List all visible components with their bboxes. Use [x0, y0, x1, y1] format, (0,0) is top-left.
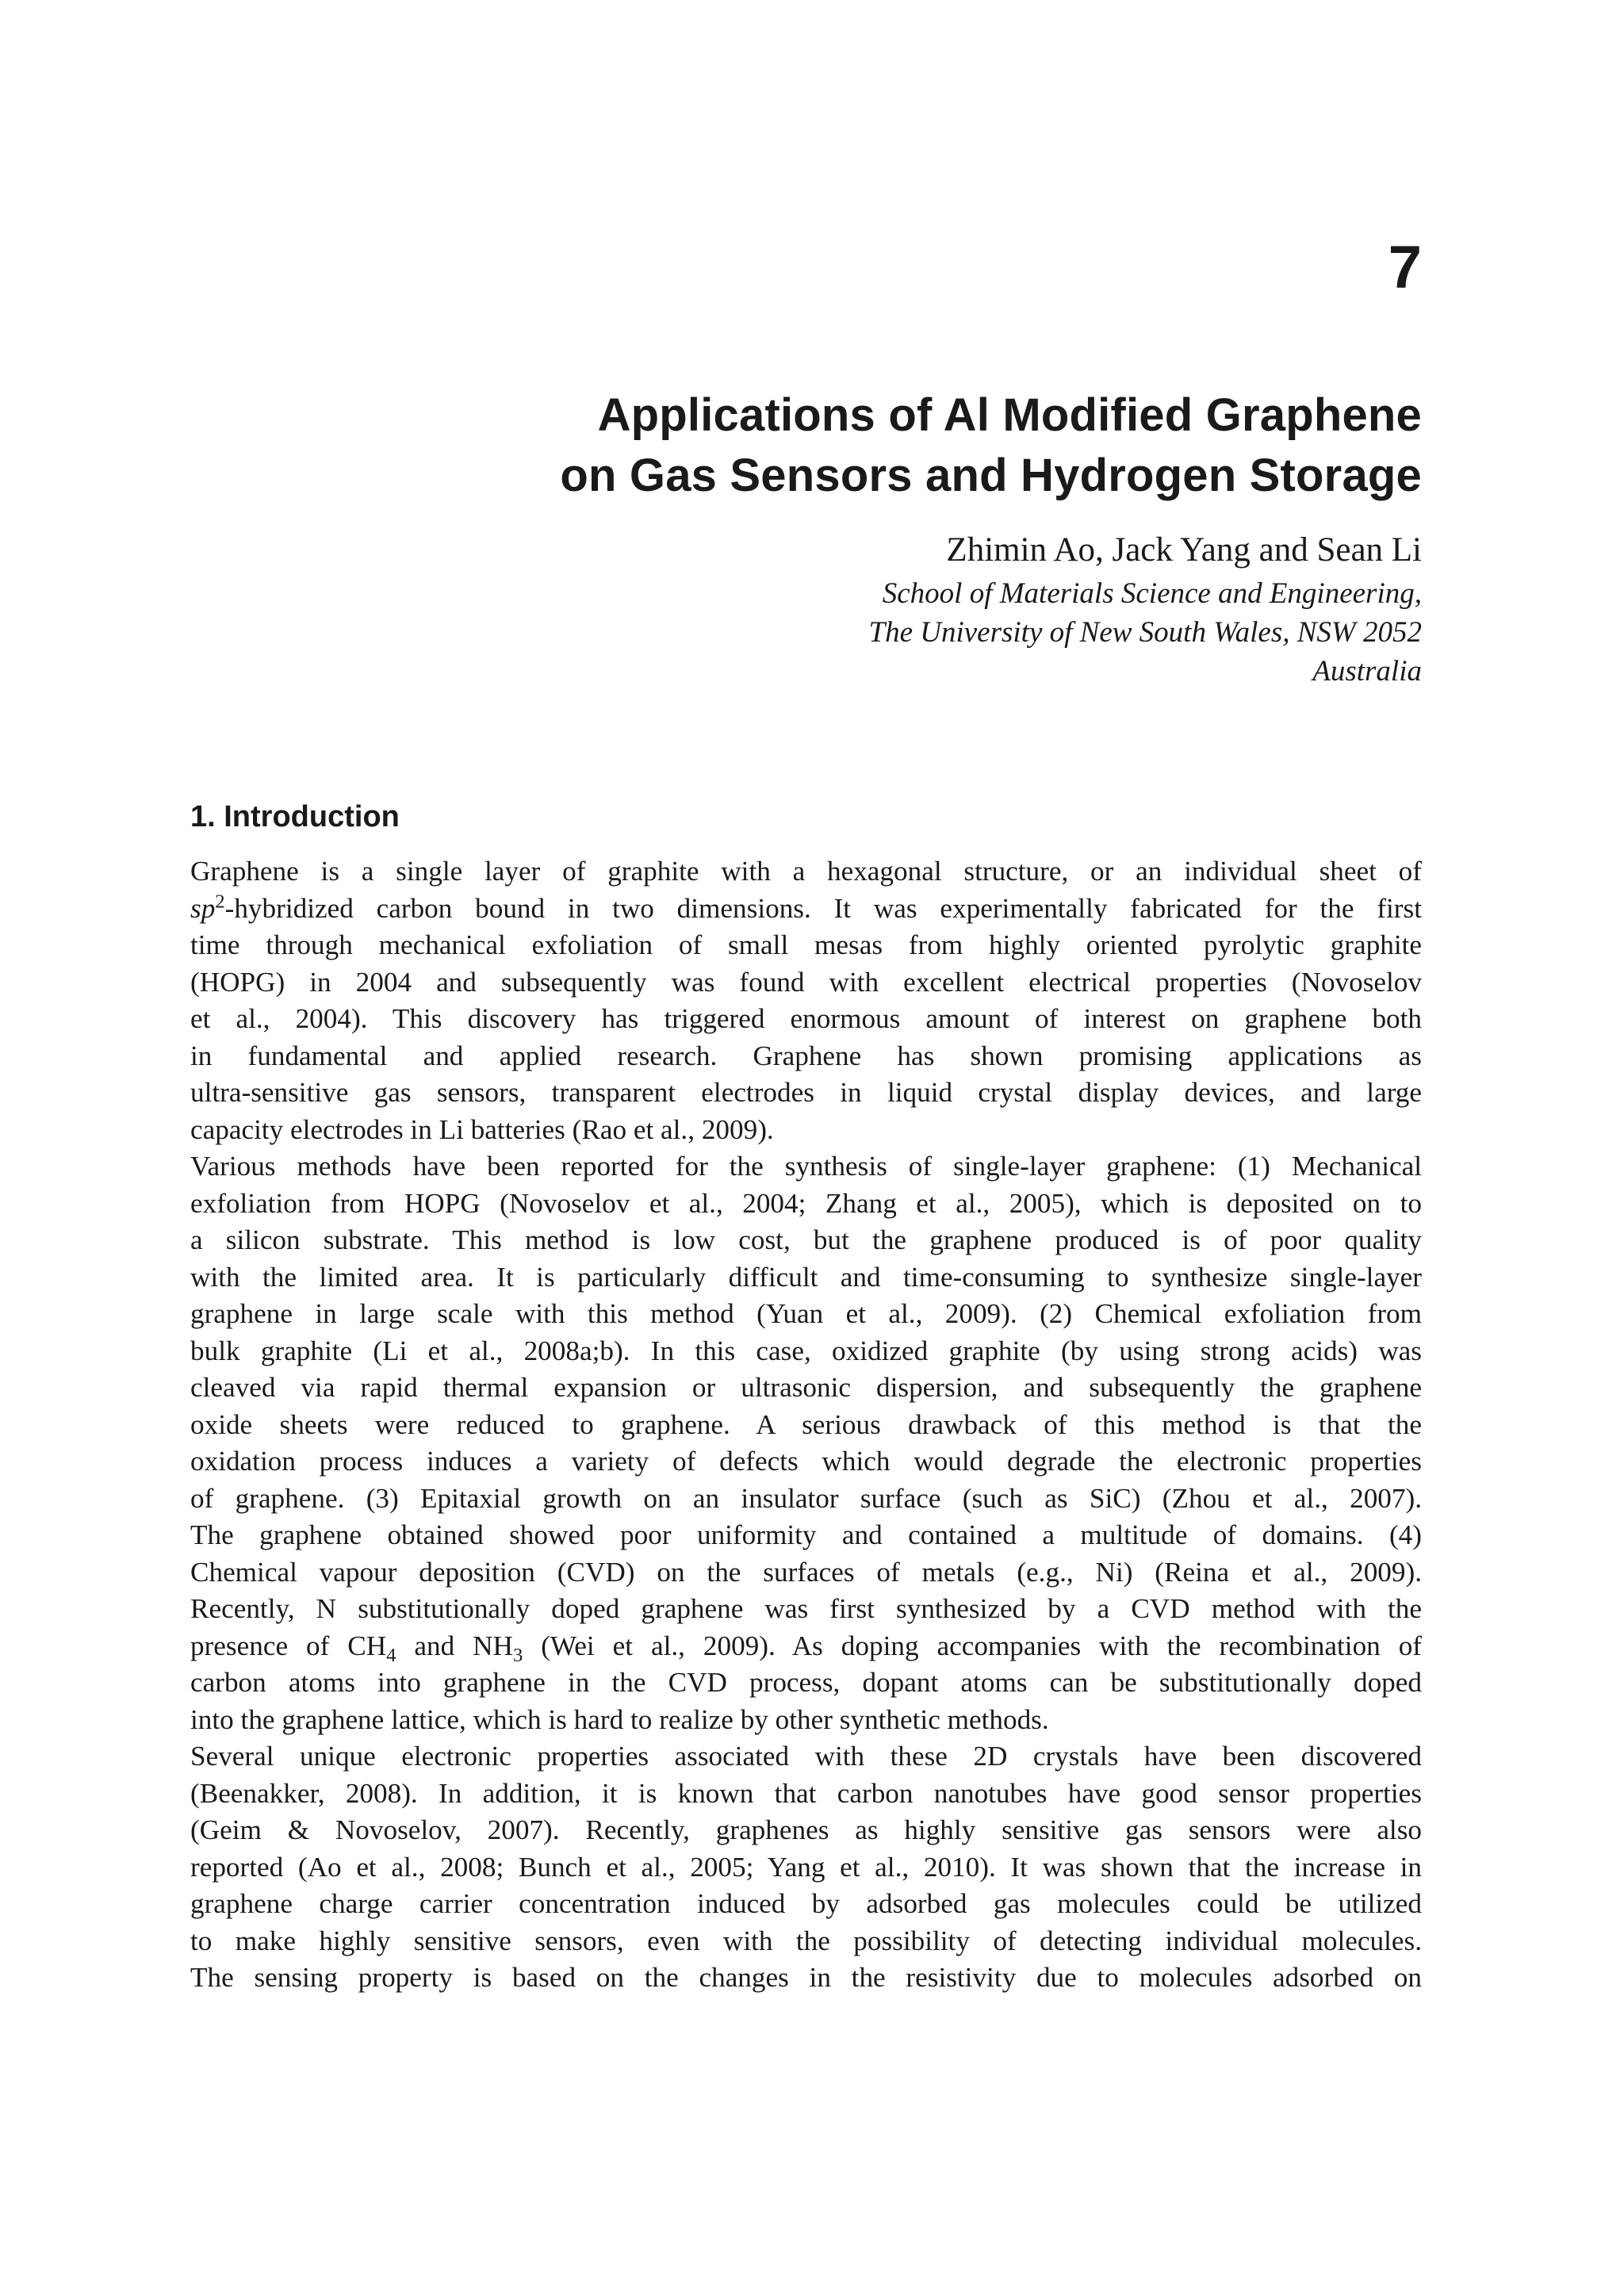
text-line: et al., 2004). This discovery has triggered enormous amount of interest on graphene both: [190, 1003, 1422, 1034]
text-line: with the limited area. It is particularly difficult and time-consuming to synthesize single-layer: [190, 1261, 1422, 1293]
text-span: (Wei et al., 2009). As doping accompanies with the recombination of: [523, 1630, 1422, 1661]
text-line: Graphene is a single layer of graphite with a hexagonal structure, or an individual sheet of: [190, 856, 1422, 887]
chapter-title: [560, 385, 1422, 506]
text-line: The sensing property is based on the changes in the resistivity due to molecules adsorbed on: [190, 1962, 1422, 1993]
text-line: reported (Ao et al., 2008; Bunch et al., 2005; Yang et al., 2010). It was shown that the increase in: [190, 1851, 1422, 1883]
text-line: into the graphene lattice, which is hard to realize by other synthetic methods.: [190, 1703, 1049, 1735]
text-line: (HOPG) in 2004 and subsequently was found with excellent electrical properties (Novoselov: [190, 966, 1422, 998]
subscript: 3: [512, 1644, 523, 1666]
text-line: (Beenakker, 2008). In addition, it is known that carbon nanotubes have good sensor properties: [190, 1777, 1422, 1809]
text-line: [190, 891, 1422, 928]
chapter-title-line: Applications of Al Modified Graphene: [597, 389, 1422, 441]
affiliation-line: School of Materials Science and Engineering,: [882, 577, 1422, 610]
text-line: exfoliation from HOPG (Novoselov et al., 2004; Zhang et al., 2005), which is deposited on to: [190, 1187, 1422, 1219]
text-line: a silicon substrate. This method is low cost, but the graphene produced is of poor quality: [190, 1224, 1422, 1255]
authors: Zhimin Ao, Jack Yang and Sean Li: [946, 531, 1422, 569]
text-line: The graphene obtained showed poor uniformity and contained a multitude of domains. (4): [190, 1519, 1422, 1550]
chapter-title-line: on Gas Sensors and Hydrogen Storage: [560, 450, 1422, 501]
text-line: to make highly sensitive sensors, even with the possibility of detecting individual molecules.: [190, 1925, 1422, 1956]
text-line: Various methods have been reported for the synthesis of single-layer graphene: (1) Mechanical: [190, 1151, 1422, 1182]
text-line: graphene charge carrier concentration induced by adsorbed gas molecules could be utilized: [190, 1888, 1422, 1919]
chapter-number: 7: [1388, 234, 1422, 301]
text-line: ultra-sensitive gas sensors, transparent electrodes in liquid crystal display devices, and large: [190, 1077, 1422, 1108]
affiliation: [869, 574, 1423, 691]
text-line: oxidation process induces a variety of defects which would degrade the electronic properties: [190, 1446, 1422, 1477]
subscript: 4: [386, 1644, 396, 1666]
text-line: Chemical vapour deposition (CVD) on the surfaces of metals (e.g., Ni) (Reina et al., 2009).: [190, 1556, 1422, 1588]
text-span: -hybridized carbon bound in two dimensions. It was experimentally fabricated for the first: [224, 892, 1422, 924]
body-text: [190, 853, 1422, 1997]
superscript: 2: [215, 890, 225, 912]
text-span: presence of CH: [190, 1630, 387, 1661]
text-line: in fundamental and applied research. Graphene has shown promising applications as: [190, 1040, 1422, 1071]
text-line: Recently, N substitutionally doped graphene was first synthesized by a CVD method with the: [190, 1593, 1422, 1624]
text-line: [190, 1628, 1422, 1665]
text-line: (Geim & Novoselov, 2007). Recently, graphenes as highly sensitive gas sensors were also: [190, 1814, 1422, 1845]
text-line: carbon atoms into graphene in the CVD process, dopant atoms can be substitutionally doped: [190, 1667, 1422, 1698]
text-line: Several unique electronic properties associated with these 2D crystals have been discovered: [190, 1741, 1422, 1772]
text-line: capacity electrodes in Li batteries (Rao et al., 2009).: [190, 1113, 774, 1145]
affiliation-line: Australia: [1312, 655, 1422, 688]
text-line: oxide sheets were reduced to graphene. A serious drawback of this method is that the: [190, 1408, 1422, 1440]
affiliation-line: The University of New South Wales, NSW 2052: [868, 616, 1422, 649]
section-heading: 1. Introduction: [190, 800, 400, 833]
text-line: cleaved via rapid thermal expansion or ultrasonic dispersion, and subsequently the graphene: [190, 1372, 1422, 1403]
text-span: and NH: [396, 1630, 513, 1661]
text-line: of graphene. (3) Epitaxial growth on an insulator surface (such as SiC) (Zhou et al., 2007).: [190, 1482, 1422, 1514]
text-line: time through mechanical exfoliation of small mesas from highly oriented pyrolytic graphite: [190, 929, 1422, 960]
text-line: bulk graphite (Li et al., 2008a;b). In this case, oxidized graphite (by using strong acids) was: [190, 1335, 1422, 1366]
math-sp: sp: [190, 892, 216, 924]
text-line: graphene in large scale with this method (Yuan et al., 2009). (2) Chemical exfoliation from: [190, 1298, 1422, 1329]
